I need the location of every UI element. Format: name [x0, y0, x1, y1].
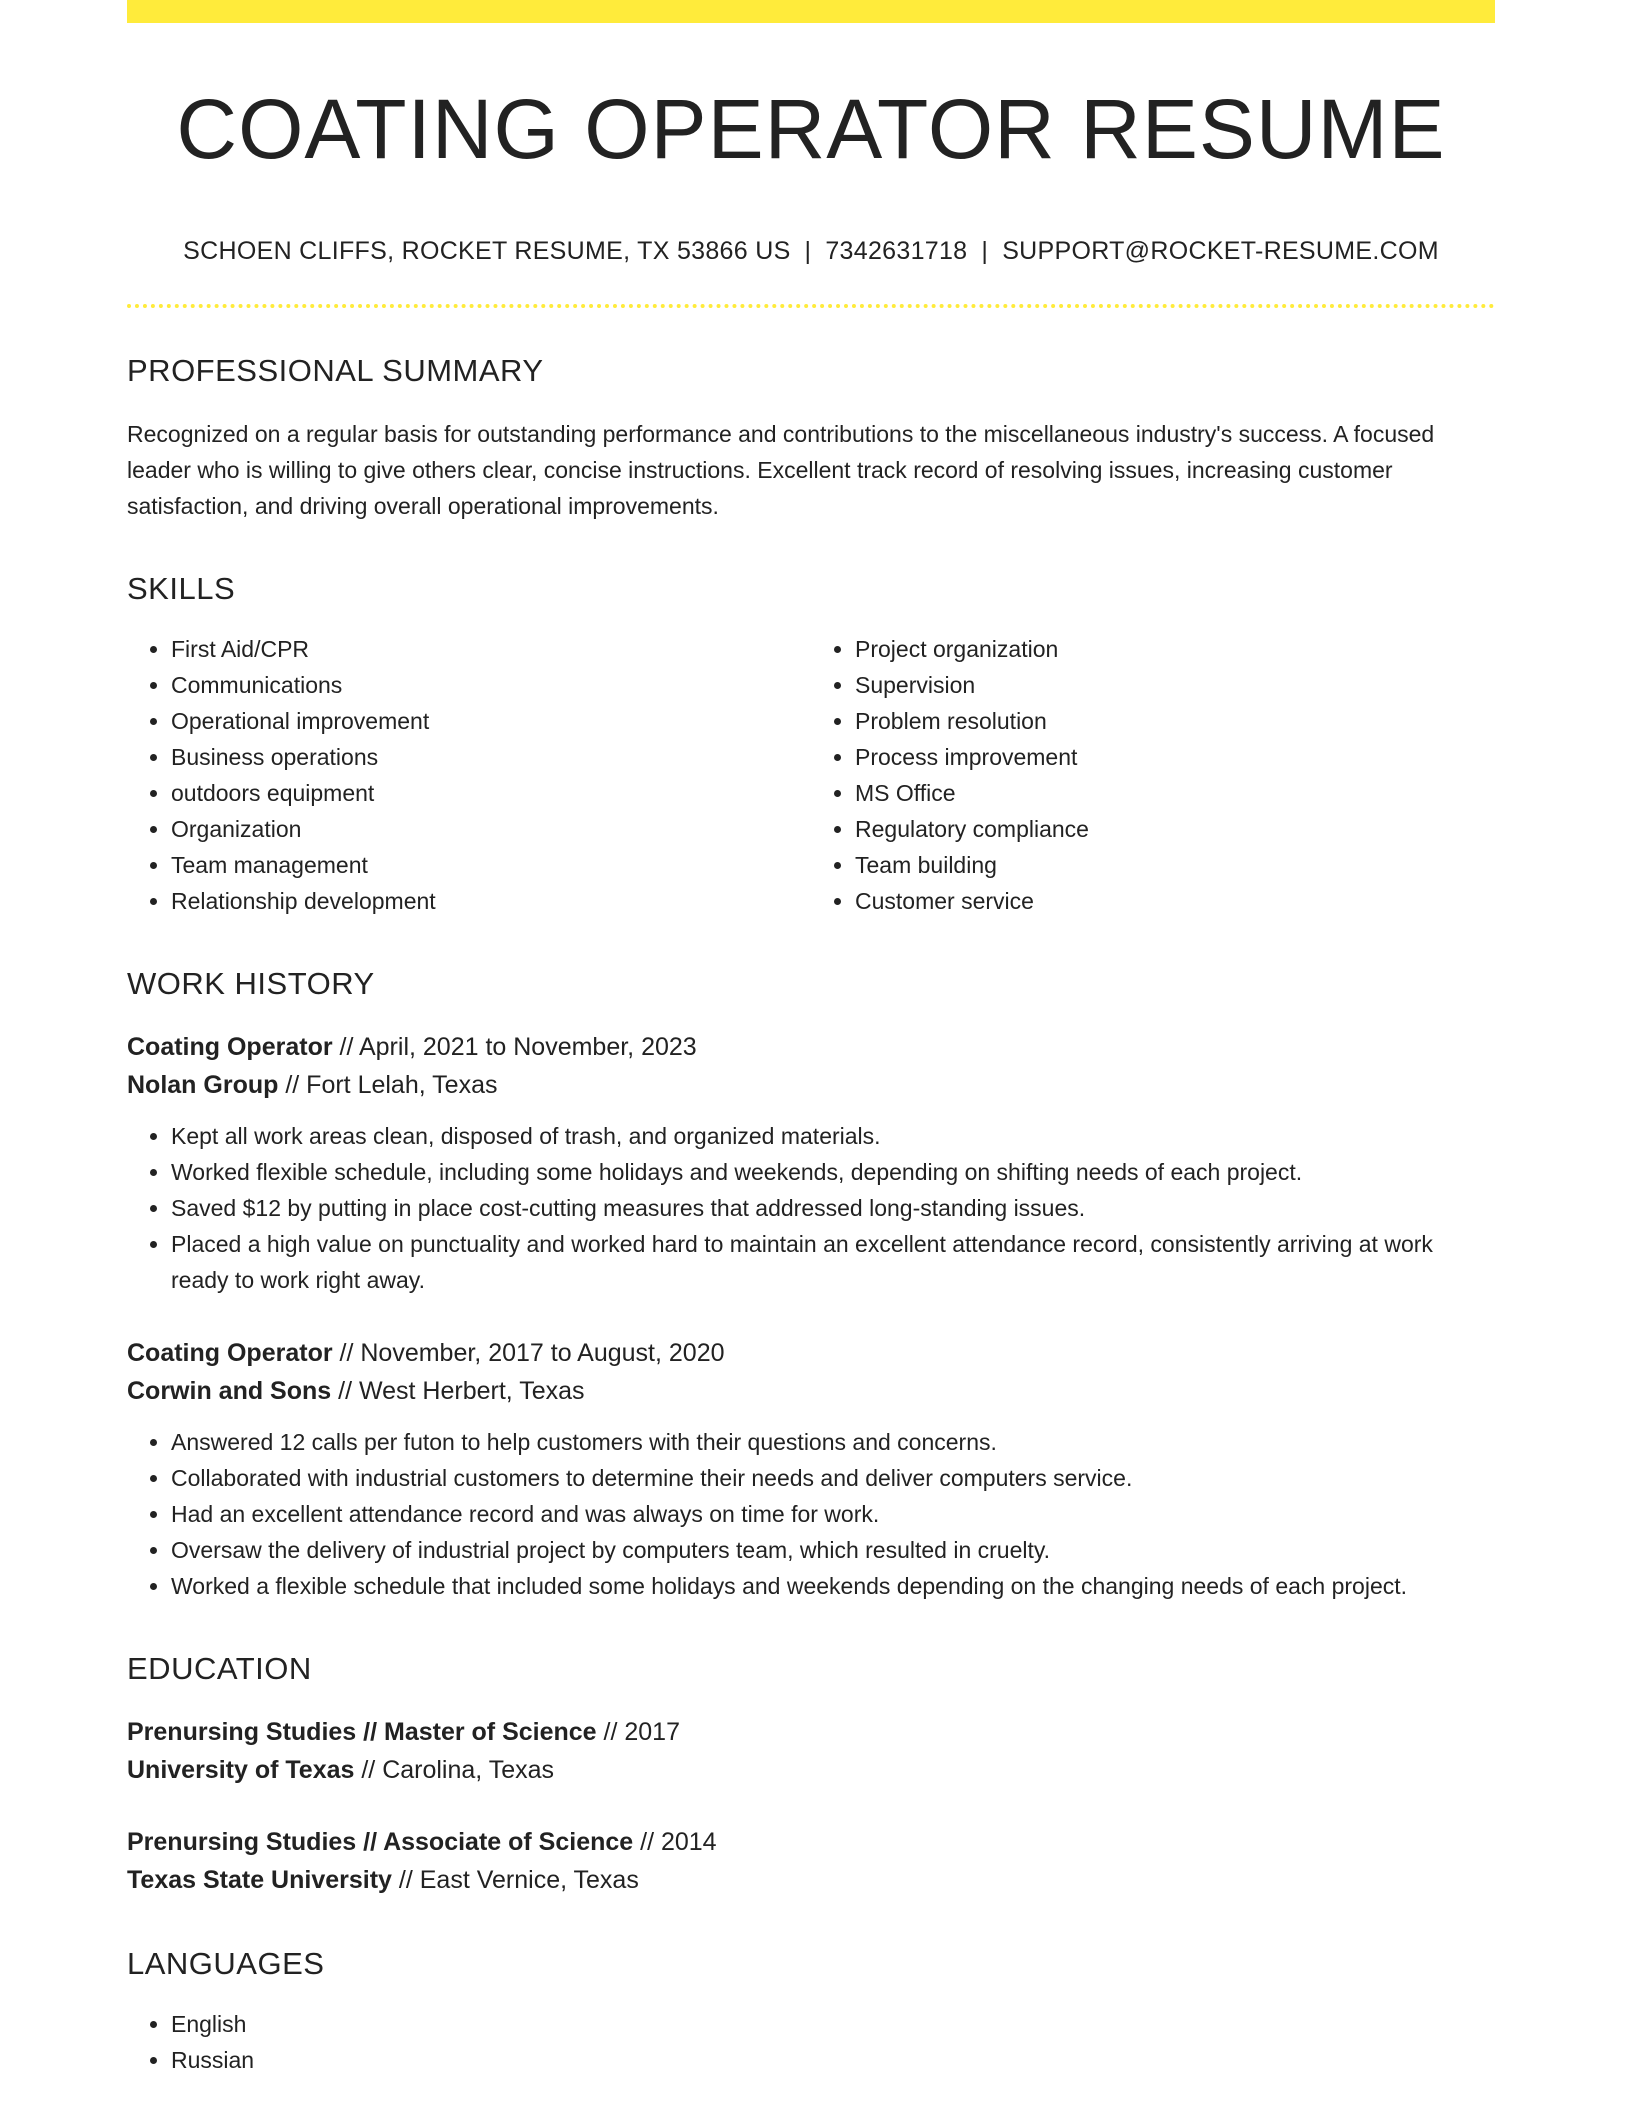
skills-section	[127, 570, 1495, 919]
job-header	[127, 1334, 1495, 1410]
job-location: // West Herbert, Texas	[331, 1376, 585, 1405]
language-item: • Russian	[171, 2042, 1495, 2078]
education-degree: Prenursing Studies // Master of Science	[127, 1718, 597, 1747]
job-bullet: • Collaborated with industrial customers to determine their needs and deliver computers service.	[171, 1460, 1495, 1496]
job-entry	[127, 1028, 1495, 1298]
skill-item: • Organization	[171, 811, 811, 847]
skills-list-left	[127, 631, 811, 919]
education-entry	[127, 1713, 1495, 1789]
skill-item: • Supervision	[855, 667, 1495, 703]
skill-item: • Relationship development	[171, 883, 811, 919]
skills-heading: SKILLS	[127, 570, 236, 606]
job-dates: // April, 2021 to November, 2023	[332, 1032, 697, 1061]
job-bullet: • Worked a flexible schedule that included some holidays and weekends depending on the changing needs of each project.	[171, 1568, 1495, 1604]
job-company: Nolan Group	[127, 1070, 279, 1099]
resume-page	[127, 0, 1495, 2078]
accent-bar	[127, 0, 1495, 23]
job-header	[127, 1028, 1495, 1104]
skill-item: • Business operations	[171, 739, 811, 775]
job-bullet: • Saved $12 by putting in place cost-cutting measures that addressed long-standing issues.	[171, 1190, 1495, 1226]
summary-heading: PROFESSIONAL SUMMARY	[127, 353, 544, 389]
job-bullets	[127, 1424, 1495, 1604]
education-year: // 2017	[596, 1718, 680, 1747]
job-company: Corwin and Sons	[127, 1376, 332, 1405]
skill-item: • outdoors equipment	[171, 775, 811, 811]
contact-separator: |	[981, 237, 989, 266]
summary-section	[127, 352, 1495, 523]
work-section	[127, 965, 1495, 1604]
job-dates: // November, 2017 to August, 2020	[332, 1338, 725, 1367]
contact-address: SCHOEN CLIFFS, ROCKET RESUME, TX 53866 US	[183, 237, 791, 266]
education-entry	[127, 1823, 1495, 1899]
job-entry	[127, 1334, 1495, 1604]
job-location: // Fort Lelah, Texas	[278, 1070, 498, 1099]
contact-line	[127, 237, 1495, 266]
job-bullet: • Answered 12 calls per futon to help customers with their questions and concerns.	[171, 1424, 1495, 1460]
job-title: Coating Operator	[127, 1338, 333, 1367]
skills-list-right	[811, 631, 1495, 919]
education-location: // East Vernice, Texas	[391, 1866, 639, 1895]
skill-item: • Team building	[855, 847, 1495, 883]
job-bullets	[127, 1118, 1495, 1298]
contact-separator: |	[804, 237, 812, 266]
skill-item: • Process improvement	[855, 739, 1495, 775]
contact-email: SUPPORT@ROCKET-RESUME.COM	[1002, 237, 1439, 266]
summary-text: Recognized on a regular basis for outstanding performance and contributions to the miscellaneous industry's success. A focused leader who is willing to give others clear, concise instructions. Excellent track record of resolving issues, increasing customer satisfaction, and driving overall operational improvements.	[127, 420, 1435, 519]
skill-item: • Problem resolution	[855, 703, 1495, 739]
resume-title: COATING OPERATOR RESUME	[176, 82, 1446, 176]
languages-heading: LANGUAGES	[127, 1946, 325, 1982]
job-bullet: • Placed a high value on punctuality and worked hard to maintain an excellent attendance record, consistently arriving at work ready to work right away.	[171, 1226, 1495, 1298]
skill-item: • Project organization	[855, 631, 1495, 667]
skill-item: • Communications	[171, 667, 811, 703]
education-school: Texas State University	[127, 1866, 392, 1895]
job-bullet: • Kept all work areas clean, disposed of trash, and organized materials.	[171, 1118, 1495, 1154]
job-title: Coating Operator	[127, 1032, 333, 1061]
skill-item: • Team management	[171, 847, 811, 883]
education-degree: Prenursing Studies // Associate of Science	[127, 1828, 634, 1857]
languages-list	[127, 2006, 1495, 2078]
header-divider	[127, 304, 1495, 308]
education-location: // Carolina, Texas	[354, 1756, 555, 1785]
skills-columns	[127, 631, 1495, 919]
education-year: // 2014	[633, 1828, 717, 1857]
language-item: • English	[171, 2006, 1495, 2042]
skill-item: • Customer service	[855, 883, 1495, 919]
skill-item: • MS Office	[855, 775, 1495, 811]
job-bullet: • Had an excellent attendance record and was always on time for work.	[171, 1496, 1495, 1532]
skill-item: • Operational improvement	[171, 703, 811, 739]
languages-section	[127, 1945, 1495, 2078]
job-bullet: • Worked flexible schedule, including some holidays and weekends, depending on shifting needs of each project.	[171, 1154, 1495, 1190]
skill-item: • Regulatory compliance	[855, 811, 1495, 847]
contact-phone: 7342631718	[825, 237, 968, 266]
work-heading: WORK HISTORY	[127, 965, 375, 1001]
education-heading: EDUCATION	[127, 1650, 312, 1686]
education-section	[127, 1650, 1495, 1899]
job-bullet: • Oversaw the delivery of industrial project by computers team, which resulted in cruelty.	[171, 1532, 1495, 1568]
skill-item: • First Aid/CPR	[171, 631, 811, 667]
education-school: University of Texas	[127, 1756, 355, 1785]
